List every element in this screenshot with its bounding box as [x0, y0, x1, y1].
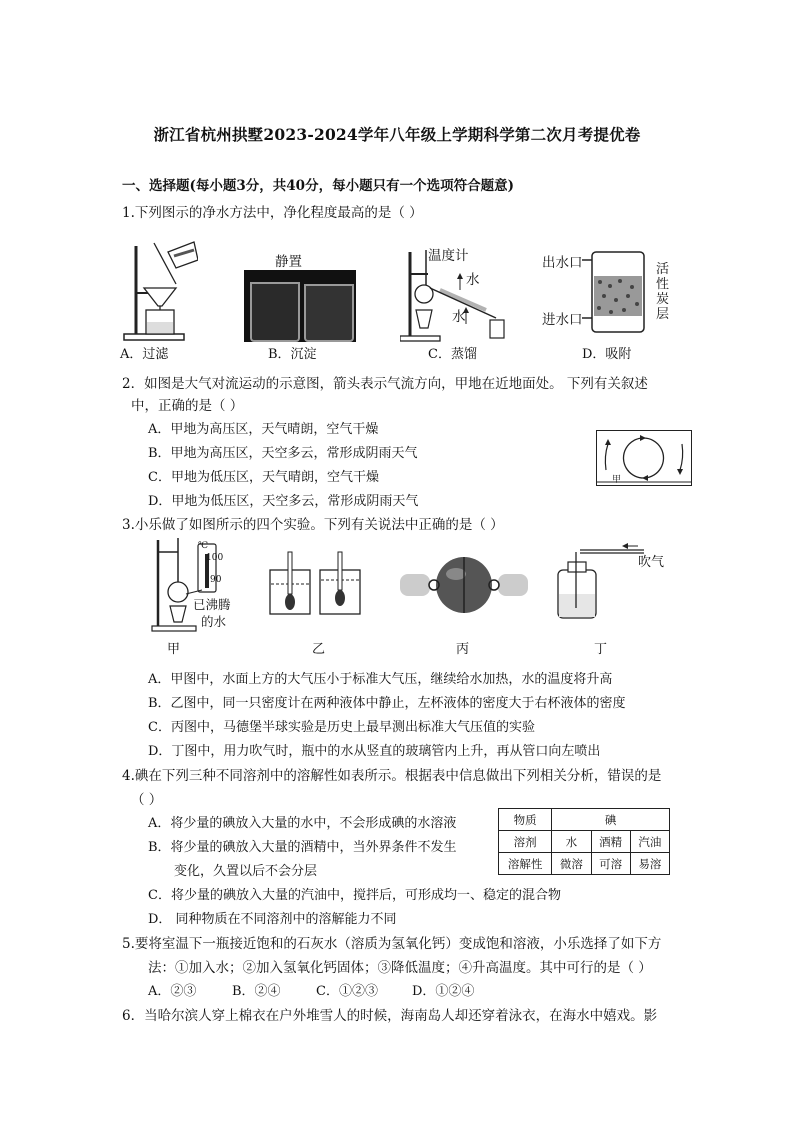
table-cell: 可溶	[591, 853, 630, 875]
question-2-stem: 2．如图是大气对流运动的示意图，箭头表示气流方向，甲地在近地面处。 下列有关叙述	[122, 376, 648, 392]
table-row	[499, 831, 670, 853]
table-cell: 碘	[552, 809, 670, 831]
question-5-stem-cont: 法：①加入水；②加入氢氧化钙固体；③降低温度；④升高温度。其中可行的是（ ）	[148, 960, 652, 976]
question-3-stem: 3.小乐做了如图所示的四个实验。下列有关说法中正确的是（ ）	[122, 517, 504, 533]
filtration-figure	[118, 238, 198, 342]
table-cell: 水	[552, 831, 591, 853]
q2-option-b: B．甲地为高压区，天空多云，常形成阴雨天气	[148, 446, 418, 461]
table-cell: 溶剂	[499, 831, 552, 853]
q5-option-a: A．②③	[148, 984, 197, 999]
inlet-label: 进水口	[542, 312, 583, 328]
q1-caption-a: A．过滤	[120, 347, 169, 362]
question-6-stem: 6．当哈尔滨人穿上棉衣在户外堆雪人的时候，海南岛人却还穿着泳衣，在海水中嬉戏。影	[122, 1008, 658, 1024]
water-out-label: 水	[466, 272, 480, 288]
boiled-water-label-1: 已沸腾	[193, 597, 231, 612]
question-4-stem: 4.碘在下列三种不同溶剂中的溶解性如表所示。根据表中信息做出下列相关分析，错误的是	[122, 768, 662, 784]
q4-option-d: D． 同种物质在不同溶剂中的溶解能力不同	[148, 912, 397, 927]
q3-option-a: A．甲图中，水面上方的大气压小于标准大气压，继续给水加热，水的温度将升高	[148, 672, 613, 687]
q4-option-b-cont: 变化，久置以后不会分层	[174, 864, 318, 879]
convection-figure	[596, 430, 692, 486]
q5-option-c: C．①②③	[316, 984, 378, 999]
solubility-table	[498, 808, 670, 875]
q3-caption-ding: 丁	[594, 642, 608, 657]
q3-caption-jia: 甲	[167, 642, 181, 657]
table-cell: 酒精	[591, 831, 630, 853]
q4-option-c: C．将少量的碘放入大量的汽油中，搅拌后，可形成均一、稳定的混合物	[148, 888, 561, 903]
table-cell: 易溶	[630, 853, 669, 875]
question-2-stem-cont: 中，正确的是（ ）	[131, 398, 244, 414]
water-in-label: 水	[452, 309, 466, 325]
hydrometer-figure	[268, 550, 364, 616]
magdeburg-figure	[400, 556, 528, 616]
carbon-layer-label: 活 性 炭 层	[656, 262, 670, 322]
page-title: 浙江省杭州拱墅2023-2024学年八年级上学期科学第二次月考提优卷	[153, 125, 641, 144]
table-cell: 物质	[499, 809, 552, 831]
site-jia-label: 甲	[612, 475, 622, 485]
adsorption-figure	[582, 246, 654, 338]
q2-option-d: D．甲地为低压区，天空多云，常形成阴雨天气	[148, 494, 419, 509]
q3-option-d: D．丁图中，用力吹气时，瓶中的水从竖直的玻璃管内上升，再从管口向左喷出	[148, 744, 601, 759]
q2-option-c: C．甲地为低压区，天气晴朗，空气干燥	[148, 470, 379, 485]
table-row	[499, 853, 670, 875]
q5-option-b: B．②④	[232, 984, 281, 999]
boiled-water-label-2: 的水	[201, 614, 227, 629]
q3-caption-yi: 乙	[312, 642, 326, 657]
q3-caption-bing: 丙	[456, 642, 470, 657]
table-row	[499, 809, 670, 831]
outlet-label: 出水口	[542, 255, 583, 271]
celsius-label: ℃	[198, 541, 209, 551]
q3-option-c: C．丙图中，马德堡半球实验是历史上最早测出标准大气压值的实验	[148, 720, 535, 735]
q3-option-b: B．乙图中，同一只密度计在两种液体中静止，左杯液体的密度大于右杯液体的密度	[148, 696, 626, 711]
section-heading: 一、选择题(每小题3分，共40分，每小题只有一个选项符合题意)	[122, 178, 514, 194]
q2-option-a: A．甲地为高压区，天气晴朗，空气干燥	[148, 422, 379, 437]
table-cell: 微溶	[552, 853, 591, 875]
tick-100-label: 100	[206, 553, 224, 563]
sedimentation-photo	[244, 270, 356, 342]
static-label: 静置	[275, 254, 302, 270]
thermometer-label: 温度计	[428, 248, 469, 264]
blow-label: 吹气	[638, 555, 665, 570]
q1-caption-b: B．沉淀	[268, 347, 317, 362]
table-cell: 汽油	[630, 831, 669, 853]
q4-option-b: B．将少量的碘放入大量的酒精中，当外界条件不发生	[148, 840, 457, 855]
q5-option-d: D．①②④	[412, 984, 475, 999]
question-5-stem: 5.要将室温下一瓶接近饱和的石灰水（溶质为氢氧化钙）变成饱和溶液，小乐选择了如下方	[122, 936, 662, 952]
tick-90-label: 90	[210, 575, 222, 585]
question-1-stem: 1.下列图示的净水方法中，净化程度最高的是（ ）	[122, 205, 423, 221]
blowing-bottle-figure	[556, 542, 646, 622]
question-4-stem-cont: （ ）	[131, 792, 163, 808]
q1-caption-c: C．蒸馏	[428, 347, 477, 362]
table-cell: 溶解性	[499, 853, 552, 875]
q4-option-a: A．将少量的碘放入大量的水中，不会形成碘的水溶液	[148, 816, 457, 831]
q1-caption-d: D．吸附	[582, 347, 632, 362]
